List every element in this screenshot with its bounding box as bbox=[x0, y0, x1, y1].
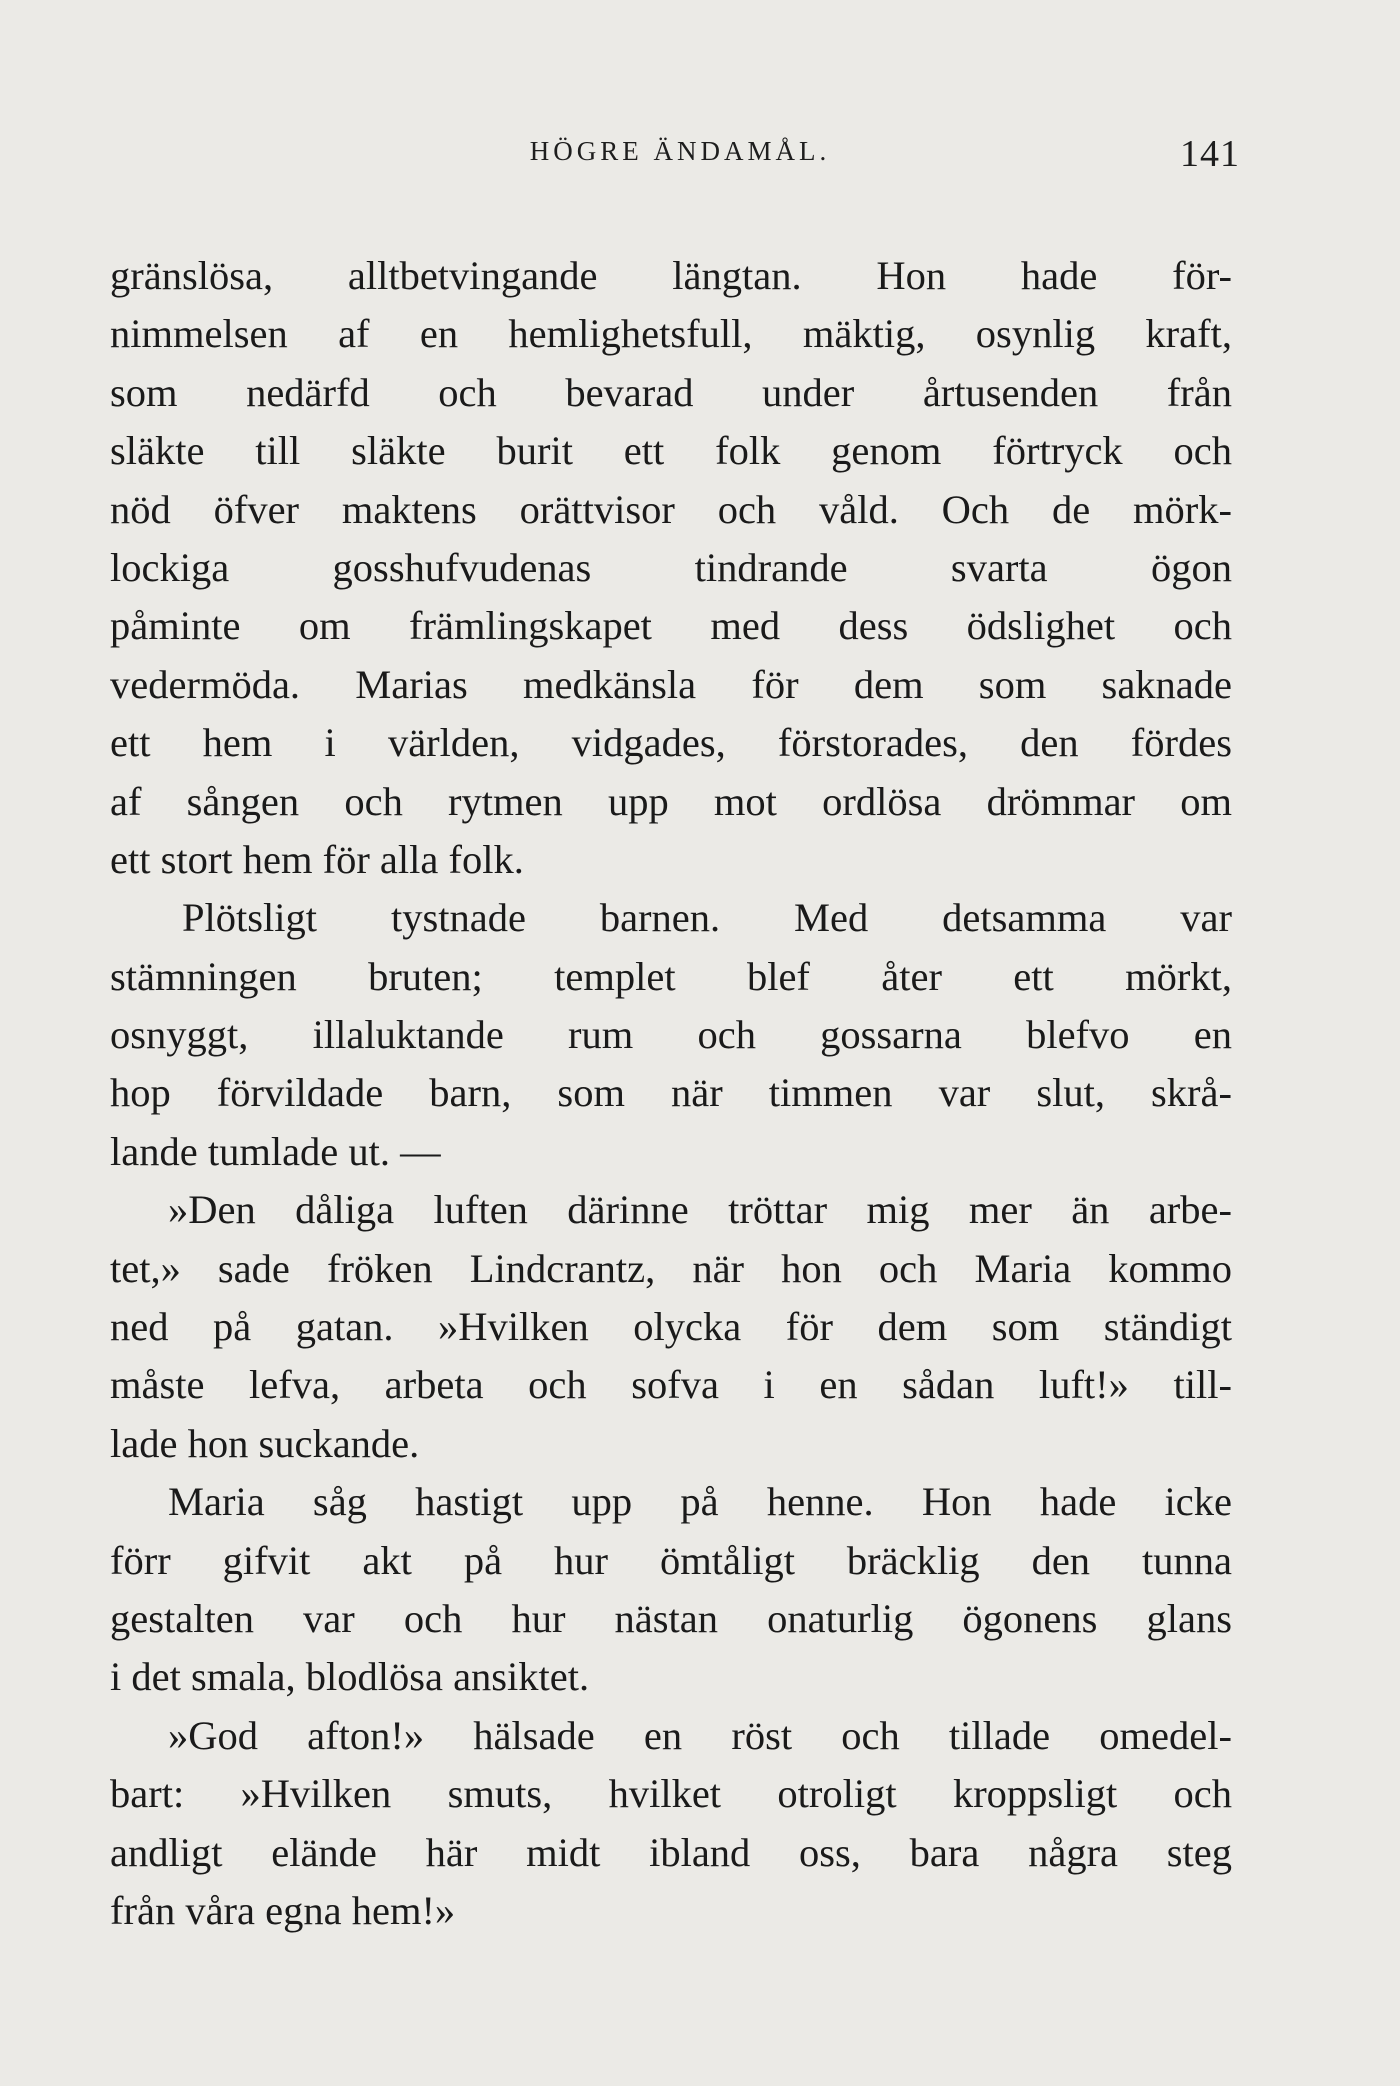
text-line: måste lefva, arbeta och sofva i en sådan luft!» till- bbox=[110, 1362, 1232, 1408]
text-line: som nedärfd och bevarad under årtusenden från bbox=[110, 369, 1232, 415]
text-line: ett stort hem för alla folk. bbox=[110, 836, 524, 882]
text-line: »Den dåliga luften därinne tröttar mig mer än arbe- bbox=[168, 1187, 1232, 1233]
text-line: ett hem i världen, vidgades, förstorades, den fördes bbox=[110, 720, 1232, 766]
text-line: hop förvildade barn, som när timmen var slut, skrå- bbox=[110, 1070, 1232, 1116]
text-line: Plötsligt tystnade barnen. Med detsamma var bbox=[182, 895, 1232, 941]
text-line: i det smala, blodlösa ansiktet. bbox=[110, 1654, 590, 1700]
text-line: från våra egna hem!» bbox=[110, 1887, 456, 1933]
page-header bbox=[110, 133, 1240, 184]
body-text bbox=[110, 247, 1232, 1940]
text-line: »God afton!» hälsade en röst och tillade omedel- bbox=[168, 1712, 1232, 1758]
text-line: lande tumlade ut. — bbox=[110, 1128, 441, 1174]
text-line: nimmelsen af en hemlighetsfull, mäktig, osynlig kraft, bbox=[110, 311, 1232, 357]
text-line: tet,» sade fröken Lindcrantz, när hon och Maria kommo bbox=[110, 1245, 1232, 1291]
text-line: stämningen bruten; templet blef åter ett mörkt, bbox=[110, 953, 1232, 999]
page-number: 141 bbox=[1180, 133, 1240, 175]
text-line: nöd öfver maktens orättvisor och våld. Och de mörk- bbox=[110, 486, 1232, 532]
text-line: gestalten var och hur nästan onaturlig ögonens glans bbox=[110, 1595, 1232, 1641]
text-line: andligt elände här midt ibland oss, bara några steg bbox=[110, 1829, 1232, 1875]
text-line: af sången och rytmen upp mot ordlösa drömmar om bbox=[110, 778, 1232, 824]
text-line: lockiga gosshufvudenas tindrande svarta ögon bbox=[110, 544, 1232, 590]
text-line: påminte om främlingskapet med dess ödslighet och bbox=[110, 603, 1232, 649]
text-line: förr gifvit akt på hur ömtåligt bräcklig den tunna bbox=[110, 1537, 1232, 1583]
text-line: osnyggt, illaluktande rum och gossarna blefvo en bbox=[110, 1012, 1232, 1058]
text-line: gränslösa, alltbetvingande längtan. Hon hade för- bbox=[110, 253, 1232, 298]
text-line: Maria såg hastigt upp på henne. Hon hade icke bbox=[168, 1479, 1232, 1525]
running-head: HÖGRE ÄNDAMÅL. bbox=[529, 136, 831, 166]
text-line: släkte till släkte burit ett folk genom förtryck och bbox=[110, 428, 1232, 474]
text-line: vedermöda. Marias medkänsla för dem som saknade bbox=[110, 661, 1232, 707]
text-line: ned på gatan. »Hvilken olycka för dem som ständigt bbox=[110, 1304, 1232, 1350]
text-line: lade hon suckande. bbox=[110, 1420, 420, 1466]
text-line: bart: »Hvilken smuts, hvilket otroligt kroppsligt och bbox=[110, 1771, 1232, 1817]
